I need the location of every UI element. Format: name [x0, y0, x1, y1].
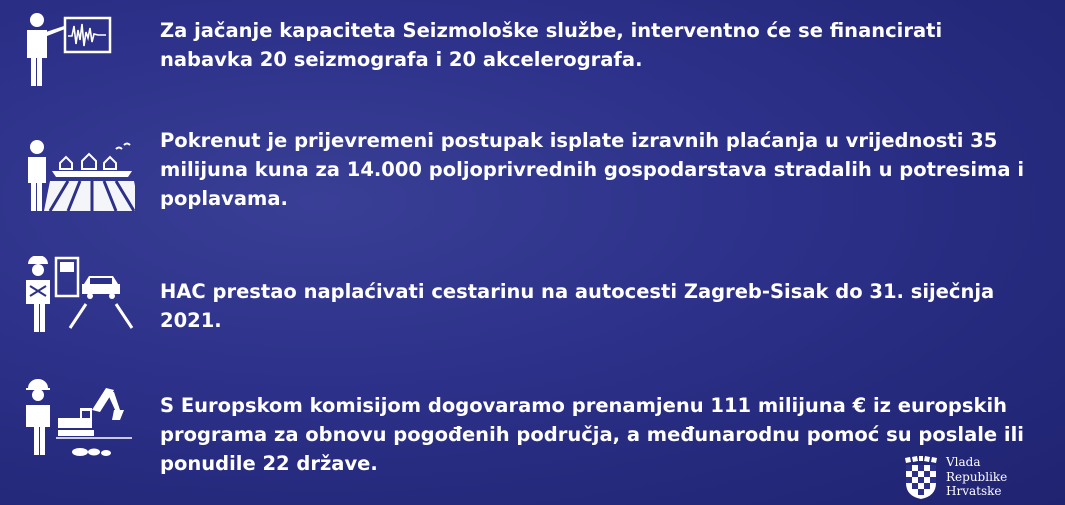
logo-line: Vlada: [946, 455, 981, 469]
croatian-coat-of-arms-icon: [903, 456, 939, 500]
info-paragraph: HAC prestao naplaćivati cestarinu na autocesti Zagreb-Sisak do 31. siječnja 2021.: [160, 280, 995, 332]
info-paragraph: S Europskom komisijom dogovaramo prenamjenu 111 milijuna € iz europskih programa za obnovu pogođenih područja, a međunarodnu pomoć su poslale ili ponudile 22 države.: [160, 394, 1024, 475]
logo-text: [946, 455, 1007, 499]
info-paragraph: Za jačanje kapaciteta Seizmološke službe, interventno će se financirati nabavka 20 seizmografa i 20 akcelerografa.: [160, 19, 943, 71]
person-presenting-seismograph-icon: [20, 10, 135, 90]
person-farm-fields-icon: [20, 135, 135, 215]
info-text: [160, 126, 1040, 213]
vlada-logo: [903, 454, 1053, 502]
logo-line: Hrvatske: [946, 484, 1002, 498]
info-paragraph: Pokrenut je prijevremeni postupak isplate izravnih plaćanja u vrijednosti 35 milijuna kuna za 14.000 poljoprivrednih gospodarstava stradalih u potresima i poplavama.: [160, 129, 1024, 210]
logo-line: Republike: [946, 469, 1008, 484]
info-text: [160, 277, 1040, 335]
info-text: [160, 16, 1040, 74]
construction-worker-excavator-icon: [20, 378, 135, 458]
road-worker-toll-car-icon: [20, 256, 135, 336]
